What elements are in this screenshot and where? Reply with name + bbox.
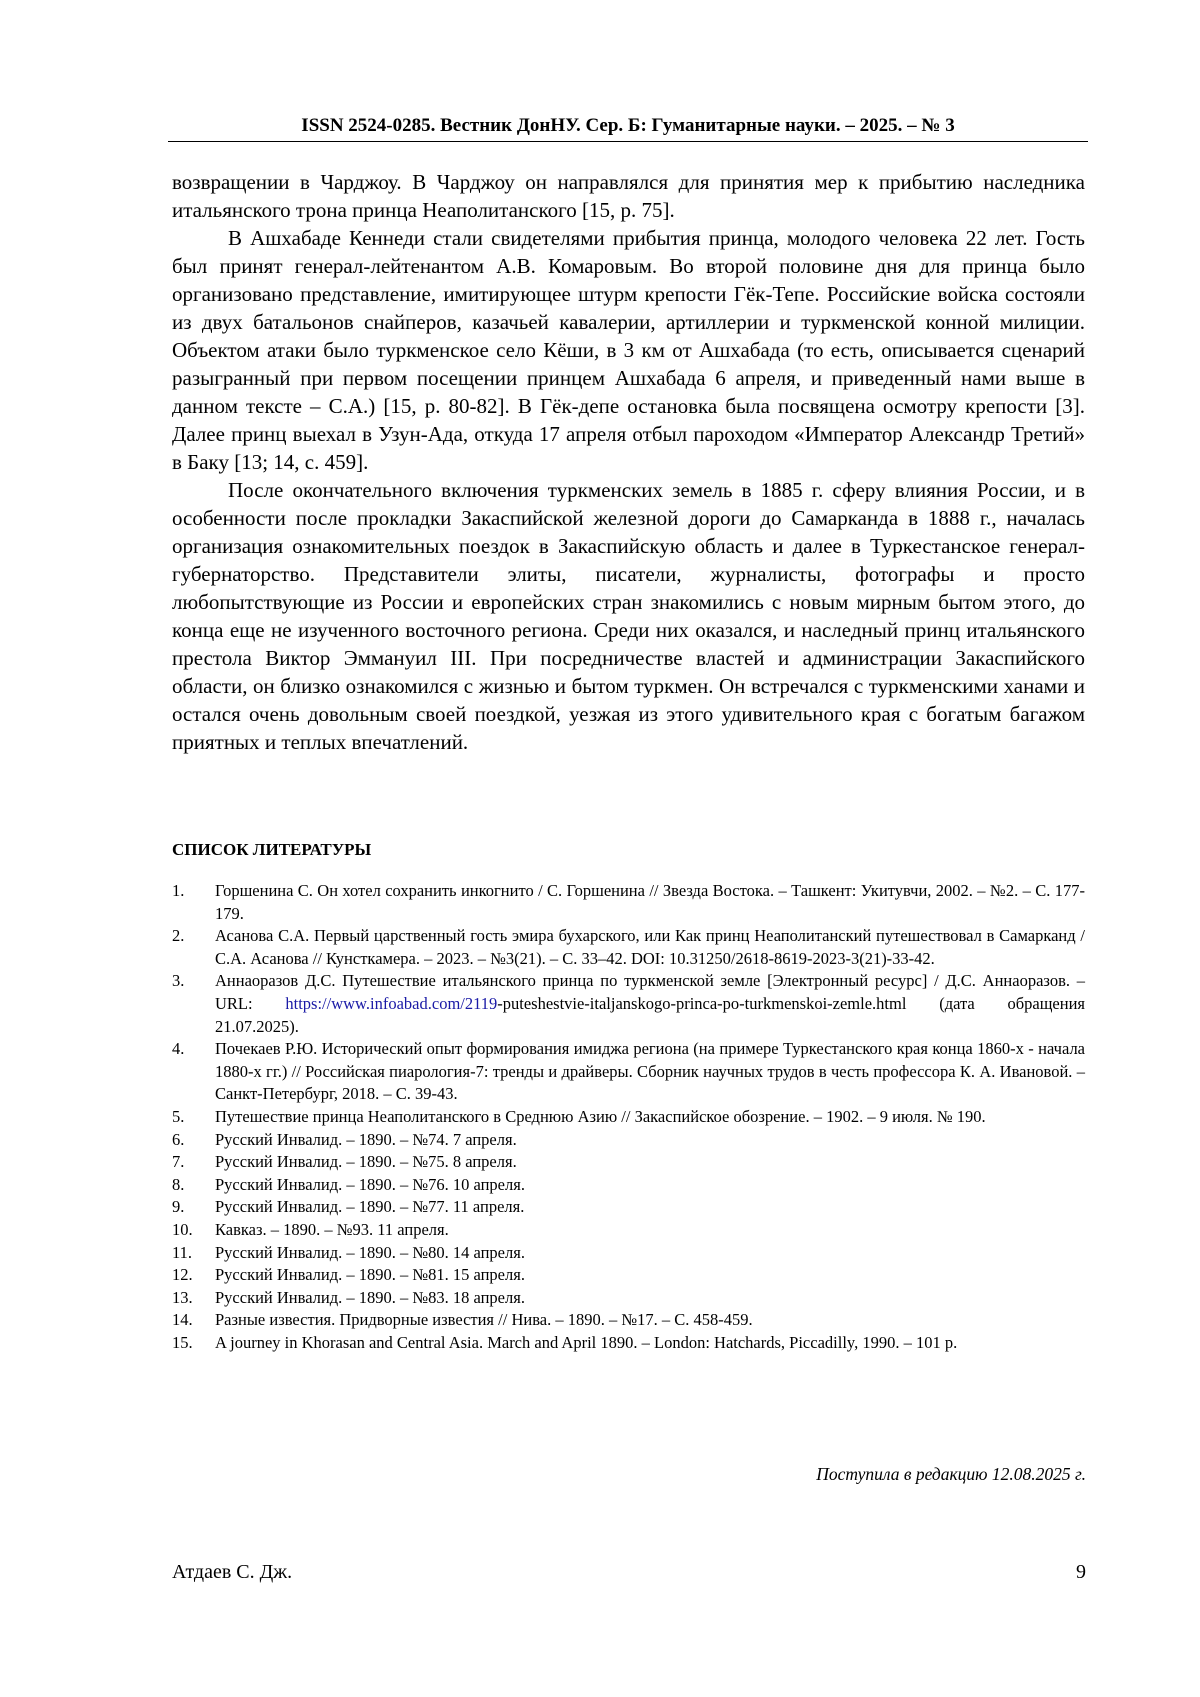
reference-text: Русский Инвалид. – 1890. – №76. 10 апреля. [215,1174,525,1194]
reference-item [172,925,1085,970]
reference-number: 6. [172,1129,185,1149]
body-paragraph: В Ашхабаде Кеннеди стали свидетелями прибытия принца, молодого человека 22 лет. Гость был принят генерал-лейтенантом А.В. Комаровым. Во второй половине дня для принца было организовано представление, имитирующее штурм крепости Гёк-Тепе. Российские войска состояли из двух батальонов снайперов, казачьей кавалерии, артиллерии и туркменской конной милиции. Объектом атаки было туркменское село Кёши, в 3 км от Ашхабада (то есть, описывается сценарий разыгранный при первом посещении принцем Ашхабада 6 апреля, и приведенный нами выше в данном тексте – С.А.) [15, p. 80-82]. В Гёк-депе остановка была посвящена осмотру крепости [3]. Далее принц выехал в Узун-Ада, откуда 17 апреля отбыл пароходом «Император Александр Третий» в Баку [13; 14, с. 459]. [172,226,1085,474]
reference-item [172,1242,1085,1265]
references-list [172,880,1085,1354]
received-date-note: Поступила в редакцию 12.08.2025 г. [816,1464,1086,1484]
reference-item [172,1219,1085,1242]
reference-item [172,1038,1085,1106]
body-paragraph: После окончательного включения туркменских земель в 1885 г. сферу влияния России, и в особенности после прокладки Закаспийской железной дороги до Самарканда в 1888 г., началась организация ознакомительных поездок в Закаспийскую область и далее в Туркестанское генерал-губернаторство. Представители элиты, писатели, журналисты, фотографы и просто любопытствующие из России и европейских стран знакомились с новым мирным бытом этого, до конца еще не изученного восточного региона. Среди них оказался, и наследный принц итальянского престола Виктор Эммануил III. При посредничестве властей и администрации Закаспийского области, он близко ознакомился с жизнью и бытом туркмен. Он встречался с туркменскими ханами и остался очень довольным своей поездкой, уезжая из этого удивительного края с богатым багажом приятных и теплых впечатлений. [172,478,1085,754]
page-number: 9 [1076,1561,1086,1583]
reference-item [172,1264,1085,1287]
running-header: ISSN 2524-0285. Вестник ДонНУ. Сер. Б: Гуманитарные науки. – 2025. – № 3 [301,115,955,136]
reference-item [172,1332,1085,1355]
reference-text-part: Аннаоразов Д.С. Путешествие итальянского принца по туркменской земле [Электронный ресурс] / Д.С. Аннаоразов. – URL: [215,971,1085,1013]
reference-number: 9. [172,1197,185,1217]
reference-number: 7. [172,1152,185,1172]
reference-number: 2. [172,926,185,946]
reference-text: Горшенина С. Он хотел сохранить инкогнито / С. Горшенина // Звезда Востока. – Ташкент: Укитувчи, 2002. – №2. – С. 177-179. [215,881,1085,923]
reference-item [172,1196,1085,1219]
reference-number: 12. [172,1265,193,1285]
body-paragraph: возвращении в Чарджоу. В Чарджоу он направлялся для принятия мер к прибытию наследника итальянского трона принца Неаполитанского [15, p. 75]. [172,170,1085,222]
reference-number: 13. [172,1287,193,1307]
reference-text: A journey in Khorasan and Central Asia. March and April 1890. – London: Hatchards, Piccadilly, 1990. – 101 p. [215,1332,958,1352]
reference-item [172,1106,1085,1129]
reference-item [172,970,1085,1038]
reference-number: 1. [172,881,185,900]
reference-number: 14. [172,1310,193,1330]
reference-number: 10. [172,1219,193,1239]
reference-number: 11. [172,1242,193,1262]
reference-item [172,880,1085,925]
footer-author: Атдаев С. Дж. [172,1561,293,1583]
reference-text [215,970,1085,1038]
reference-number: 8. [172,1174,185,1194]
reference-number: 4. [172,1039,185,1059]
reference-text: Русский Инвалид. – 1890. – №74. 7 апреля. [215,1129,517,1149]
reference-text: Асанова С.А. Первый царственный гость эмира бухарского, или Как принц Неаполитанский путешествовал в Самарканд / С.А. Асанова // Кунсткамера. – 2023. – №3(21). – С. 33–42. DOI: 10.31250/2618-8619-2023-3(21)-33-42. [215,926,1085,968]
reference-item [172,1309,1085,1332]
reference-number: 5. [172,1106,185,1126]
reference-number: 15. [172,1332,193,1352]
reference-text: Русский Инвалид. – 1890. – №80. 14 апреля. [215,1242,525,1262]
reference-text: Разные известия. Придворные известия // Нива. – 1890. – №17. – С. 458-459. [215,1310,753,1330]
reference-item [172,1151,1085,1174]
reference-text: Русский Инвалид. – 1890. – №81. 15 апреля. [215,1265,525,1285]
reference-item [172,1174,1085,1197]
references-heading: СПИСОК ЛИТЕРАТУРЫ [172,840,372,859]
reference-text: Путешествие принца Неаполитанского в Среднюю Азию // Закаспийское обозрение. – 1902. – 9 июля. № 190. [215,1106,986,1126]
reference-text: Кавказ. – 1890. – №93. 11 апреля. [215,1219,449,1239]
reference-item [172,1129,1085,1152]
header-divider [168,141,1088,142]
article-body [172,168,1085,756]
reference-text: Русский Инвалид. – 1890. – №83. 18 апреля. [215,1287,525,1307]
reference-text: Русский Инвалид. – 1890. – №75. 8 апреля. [215,1152,517,1172]
reference-item [172,1287,1085,1310]
reference-url-link[interactable]: https://www.infoabad.com/2119 [285,993,498,1013]
reference-text: Почекаев Р.Ю. Исторический опыт формирования имиджа региона (на примере Туркестанского края конца 1860-х - начала 1880-х гг.) // Российская пиарология-7: тренды и драйверы. Сборник научных трудов в честь профессора К. А. Ивановой. – Санкт-Петербург, 2018. – С. 39-43. [215,1039,1085,1104]
reference-text: Русский Инвалид. – 1890. – №77. 11 апреля. [215,1197,525,1217]
reference-number: 3. [172,971,185,991]
reference-text-part: -puteshestvie-italjanskogo-princa-po-turkmenskoi-zemle.html (дата обращения 21.07.2025). [215,993,1085,1036]
